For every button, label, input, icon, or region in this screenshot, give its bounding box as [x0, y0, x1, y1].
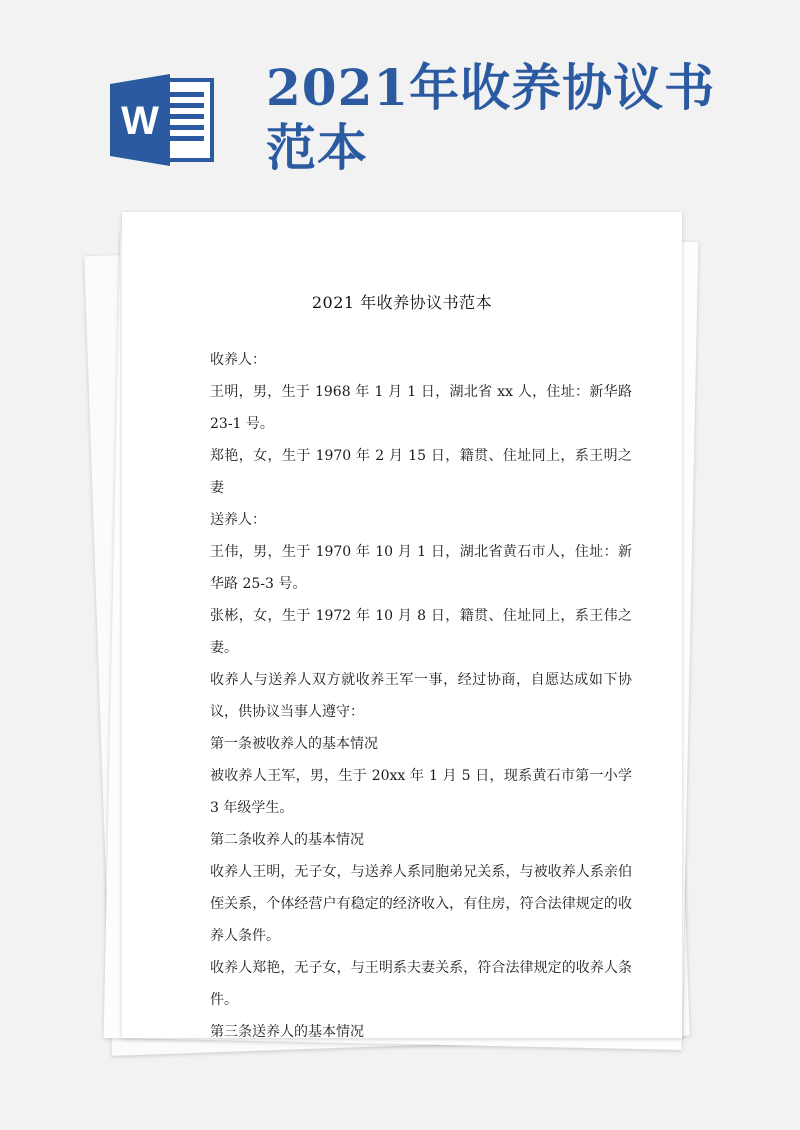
page-title-line-2: 范本: [266, 118, 368, 177]
paragraph: 收养人：: [210, 352, 266, 368]
word-logo-letter: W: [121, 99, 159, 143]
page-title: [266, 58, 716, 178]
section-heading: 第三条送养人的基本情况: [210, 1024, 364, 1040]
paragraph: 被收养人王军，男，生于 20xx 年 1 月 5 日，现系黄石市第一小学 3 年级学生。: [210, 768, 632, 816]
document-page: [122, 212, 682, 1038]
section-heading: 第二条收养人的基本情况: [210, 832, 364, 848]
paragraph: 收养人郑艳，无子女，与王明系夫妻关系，符合法律规定的收养人条件。: [210, 960, 632, 1008]
paragraph: 送养人：: [210, 512, 266, 528]
paragraph: 张彬，女，生于 1972 年 10 月 8 日，籍贯、住址同上，系王伟之妻。: [210, 608, 632, 656]
word-icon: [110, 72, 214, 168]
section-heading: 第一条被收养人的基本情况: [210, 736, 378, 752]
document-title: 2021 年收养协议书范本: [311, 293, 493, 312]
paragraph: 王明，男，生于 1968 年 1 月 1 日，湖北省 xx 人，住址：新华路 23-1 号。: [210, 384, 632, 432]
paragraph: 郑艳，女，生于 1970 年 2 月 15 日，籍贯、住址同上，系王明之妻: [210, 448, 632, 496]
paragraph: 收养人与送养人双方就收养王军一事，经过协商，自愿达成如下协议，供协议当事人遵守：: [210, 672, 632, 720]
page-title-line-1: 2021年收养协议书: [266, 58, 716, 117]
document-body: [210, 344, 632, 1048]
paragraph: 收养人王明，无子女，与送养人系同胞弟兄关系，与被收养人系亲伯侄关系，个体经营户有稳定的经济收入，有住房，符合法律规定的收养人条件。: [210, 864, 632, 944]
paragraph: 王伟，男，生于 1970 年 10 月 1 日，湖北省黄石市人，住址：新华路 25-3 号。: [210, 544, 632, 592]
